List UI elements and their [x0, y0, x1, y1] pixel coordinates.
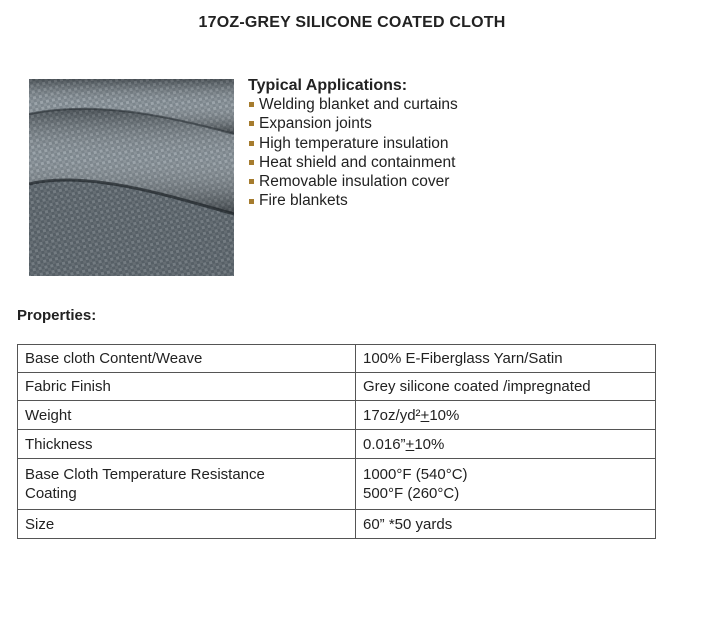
square-bullet-icon — [249, 121, 254, 126]
applications-heading: Typical Applications: — [248, 77, 408, 94]
square-bullet-icon — [249, 179, 254, 184]
property-label: Fabric Finish — [18, 373, 356, 401]
property-label: Base Cloth Temperature Resistance Coating — [18, 459, 356, 510]
typical-applications — [248, 76, 458, 211]
table-row — [18, 373, 656, 401]
applications-list — [248, 95, 458, 211]
table-row — [18, 459, 656, 510]
table-row — [18, 345, 656, 373]
properties-table — [17, 344, 656, 539]
property-label: Thickness — [18, 430, 356, 459]
property-label: Weight — [18, 401, 356, 430]
list-item: Heat shield and containment — [248, 153, 458, 172]
list-item: High temperature insulation — [248, 134, 458, 153]
square-bullet-icon — [249, 141, 254, 146]
page-title: 17OZ-GREY SILICONE COATED CLOTH — [198, 14, 506, 31]
property-value: 17oz/yd²+10% — [356, 401, 656, 430]
table-row — [18, 510, 656, 539]
property-value: 1000°F (540°C) 500°F (260°C) — [356, 459, 656, 510]
list-item: Removable insulation cover — [248, 172, 458, 191]
property-value: Grey silicone coated /impregnated — [356, 373, 656, 401]
square-bullet-icon — [249, 199, 254, 204]
table-row — [18, 430, 656, 459]
properties-heading: Properties: — [17, 307, 97, 324]
square-bullet-icon — [249, 102, 254, 107]
list-item: Expansion joints — [248, 114, 458, 133]
property-label: Base cloth Content/Weave — [18, 345, 356, 373]
property-value: 100% E-Fiberglass Yarn/Satin — [356, 345, 656, 373]
list-item: Fire blankets — [248, 191, 458, 210]
square-bullet-icon — [249, 160, 254, 165]
property-value: 0.016”+10% — [356, 430, 656, 459]
property-value: 60” *50 yards — [356, 510, 656, 539]
property-label: Size — [18, 510, 356, 539]
fabric-image-icon — [29, 79, 234, 276]
table-row — [18, 401, 656, 430]
list-item: Welding blanket and curtains — [248, 95, 458, 114]
product-photo — [29, 79, 234, 276]
